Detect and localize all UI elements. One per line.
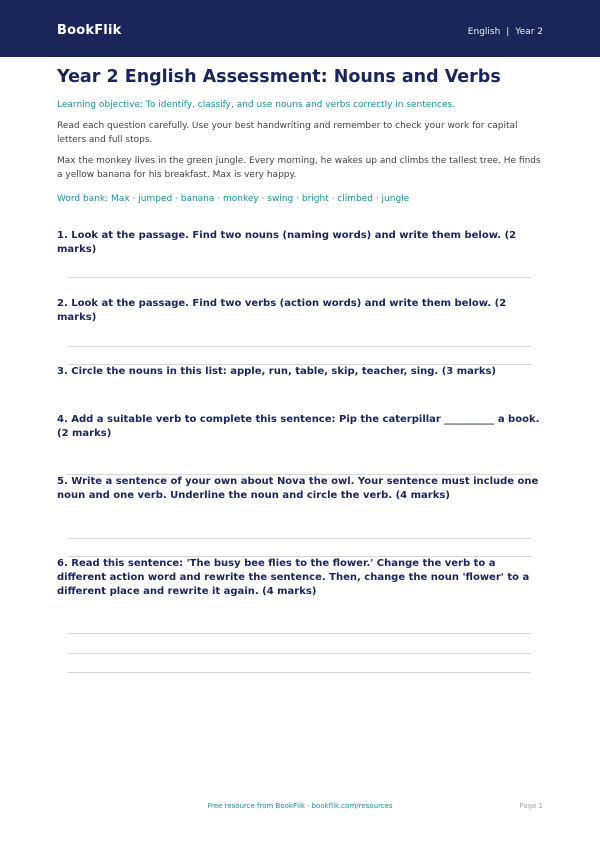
answer-line[interactable]	[67, 633, 531, 634]
answer-line[interactable]	[67, 672, 531, 673]
header-meta	[468, 27, 543, 37]
answer-line[interactable]	[67, 538, 531, 539]
answer-line[interactable]	[67, 653, 531, 654]
question-4: 4. Add a suitable verb to complete this sentence: Pip the caterpillar __________ a book. (2 marks)	[57, 414, 540, 439]
page-footer	[0, 802, 600, 816]
question-2: 2. Look at the passage. Find two verbs (action words) and write them below. (2 marks)	[57, 298, 507, 323]
page-title: Year 2 English Assessment: Nouns and Verbs	[57, 67, 501, 87]
answer-line[interactable]	[67, 346, 531, 347]
question-1: 1. Look at the passage. Find two nouns (naming words) and write them below. (2 marks)	[57, 230, 517, 255]
page-number: Page 1	[519, 802, 543, 810]
brand-logo-text[interactable]: BookFlik	[57, 23, 122, 38]
intro-section	[57, 66, 543, 205]
question-5: 5. Write a sentence of your own about Nova the owl. Your sentence must include one noun and one verb. Underline the noun and circle the verb. (4 marks)	[57, 476, 539, 501]
learning-objective: Learning objective: To identify, classify, and use nouns and verbs correctly in sentences.	[57, 100, 456, 110]
footer-resource-link[interactable]: Free resource from BookFlik · bookflik.com/resources	[207, 802, 393, 810]
question-3: 3. Circle the nouns in this list: apple, run, table, skip, teacher, sing. (3 marks)	[57, 366, 496, 377]
header-separator: |	[506, 27, 510, 37]
word-bank: Word bank: Max · jumped · banana · monkey · swing · bright · climbed · jungle	[57, 194, 410, 204]
instructions-text: Read each question carefully. Use your best handwriting and remember to check your work for capital letters and full stops.	[57, 121, 518, 145]
page-header	[0, 0, 600, 57]
question-6: 6. Read this sentence: 'The busy bee flies to the flower.' Change the verb to a different action word and rewrite the sentence. Then, change the noun 'flower' to a different place and rewrite it again. (4 marks)	[57, 558, 530, 597]
year-label: Year 2	[515, 27, 543, 37]
answer-line[interactable]	[67, 277, 531, 278]
subject-label: English	[467, 27, 501, 37]
reading-passage: Max the monkey lives in the green jungle. Every morning, he wakes up and climbs the tallest tree. He finds a yellow banana for his breakfast. Max is very happy.	[57, 156, 541, 180]
